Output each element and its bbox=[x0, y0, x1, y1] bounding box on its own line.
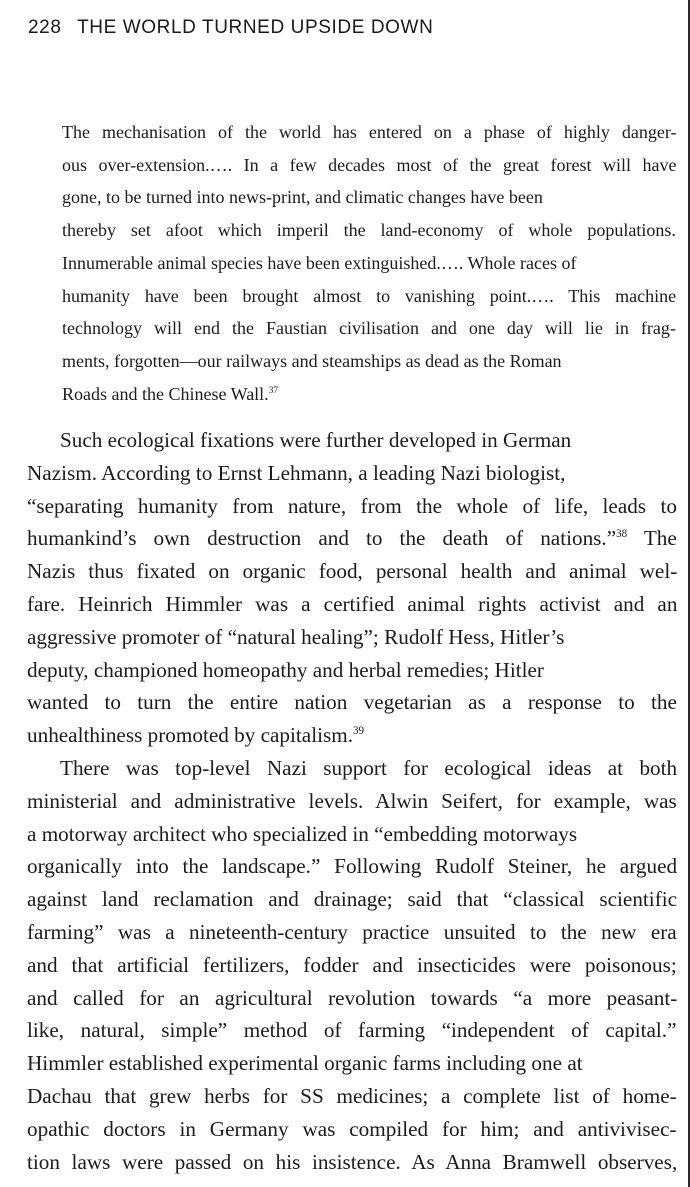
paragraph-line: fare. Heinrich Himmler was a certified animal rights activist and an bbox=[27, 591, 678, 616]
quote-line: ous over-extension.…. In a few decades most of the great forest will have bbox=[62, 154, 677, 175]
body-text bbox=[27, 424, 677, 1178]
paragraph-line: There was top-level Nazi support for ecological ideas at both bbox=[60, 755, 678, 780]
paragraph-line: Nazis thus fixated on organic food, personal health and animal wel- bbox=[27, 559, 678, 584]
block-quote bbox=[62, 116, 676, 410]
quote-line: The mechanisation of the world has entered on a phase of highly danger- bbox=[62, 122, 677, 142]
paragraph-line: wanted to turn the entire nation vegetarian as a response to the bbox=[27, 690, 677, 715]
paragraph-line: deputy, championed homeopathy and herbal remedies; Hitler bbox=[27, 657, 544, 682]
paragraph-line: opathic doctors in Germany was compiled for him; and antivivisec- bbox=[27, 1116, 677, 1141]
quote-line: thereby set afoot which imperil the land-economy of whole populations. bbox=[62, 220, 676, 241]
paragraph-2 bbox=[27, 752, 677, 1178]
running-title: THE WORLD TURNED UPSIDE DOWN bbox=[77, 17, 434, 38]
paragraph-line: Such ecological fixations were further developed in German bbox=[60, 428, 572, 452]
paragraph-line: “separating humanity from nature, from the whole of life, leads to bbox=[27, 493, 677, 518]
paragraph-line: Dachau that grew herbs for SS medicines; a complete list of home- bbox=[27, 1083, 677, 1108]
quote-line: gone, to be turned into news-print, and climatic changes have been bbox=[62, 187, 543, 208]
paragraph-last-line bbox=[27, 719, 677, 752]
paragraph-line: a motorway architect who specialized in “embedding motorways bbox=[27, 821, 578, 846]
paragraph-line-text: unhealthiness promoted by capitalism. bbox=[27, 723, 353, 748]
paragraph-line: ministerial and administrative levels. Alwin Seifert, for example, was bbox=[27, 788, 677, 813]
paragraph-line: like, natural, simple” method of farming “independent of capital.” bbox=[27, 1018, 677, 1043]
quote-line: technology will end the Faustian civilisation and one day will lie in frag- bbox=[62, 318, 676, 339]
footnote-ref-39[interactable]: 39 bbox=[353, 725, 365, 738]
quote-line: ments, forgotten—our railways and steamships as dead as the Roman bbox=[62, 350, 562, 371]
quote-line: humanity have been brought almost to vanishing point.…. This machine bbox=[62, 285, 677, 306]
paragraph-line: farming” was a nineteenth-century practice unsuited to the new era bbox=[27, 919, 677, 944]
footnote-ref-38[interactable]: 38 bbox=[616, 528, 628, 541]
paragraph-line-text: humankind’s own destruction and to the death of nations.” bbox=[27, 526, 617, 551]
paragraph-line: organically into the landscape.” Following Rudolf Steiner, he argued bbox=[27, 854, 678, 879]
paragraph-line-text: The bbox=[627, 526, 677, 551]
paragraph-line-with-footnote bbox=[27, 522, 677, 555]
paragraph-line: and that artificial fertilizers, fodder and insecticides were poisonous; bbox=[27, 952, 677, 977]
running-header bbox=[28, 17, 433, 39]
paragraph-line: against land reclamation and drainage; said that “classical scientific bbox=[27, 887, 678, 912]
quote-line: Innumerable animal species have been extinguished.…. Whole races of bbox=[62, 252, 577, 273]
footnote-ref-37[interactable]: 37 bbox=[268, 385, 279, 396]
paragraph-line: Nazism. According to Ernst Lehmann, a leading Nazi biologist, bbox=[27, 460, 566, 485]
page-number: 228 bbox=[28, 17, 62, 38]
quote-line-text: Roads and the Chinese Wall. bbox=[62, 383, 269, 404]
paragraph-line: tion laws were passed on his insistence. As Anna Bramwell observes, bbox=[27, 1149, 678, 1174]
paragraph-1 bbox=[27, 424, 677, 752]
paragraph-line: Himmler established experimental organic farms including one at bbox=[27, 1051, 583, 1076]
paragraph-line: and called for an agricultural revolution towards “a more peasant- bbox=[27, 985, 678, 1010]
paragraph-line: aggressive promoter of “natural healing”; Rudolf Hess, Hitler’s bbox=[27, 624, 565, 649]
quote-last-line bbox=[62, 378, 676, 411]
